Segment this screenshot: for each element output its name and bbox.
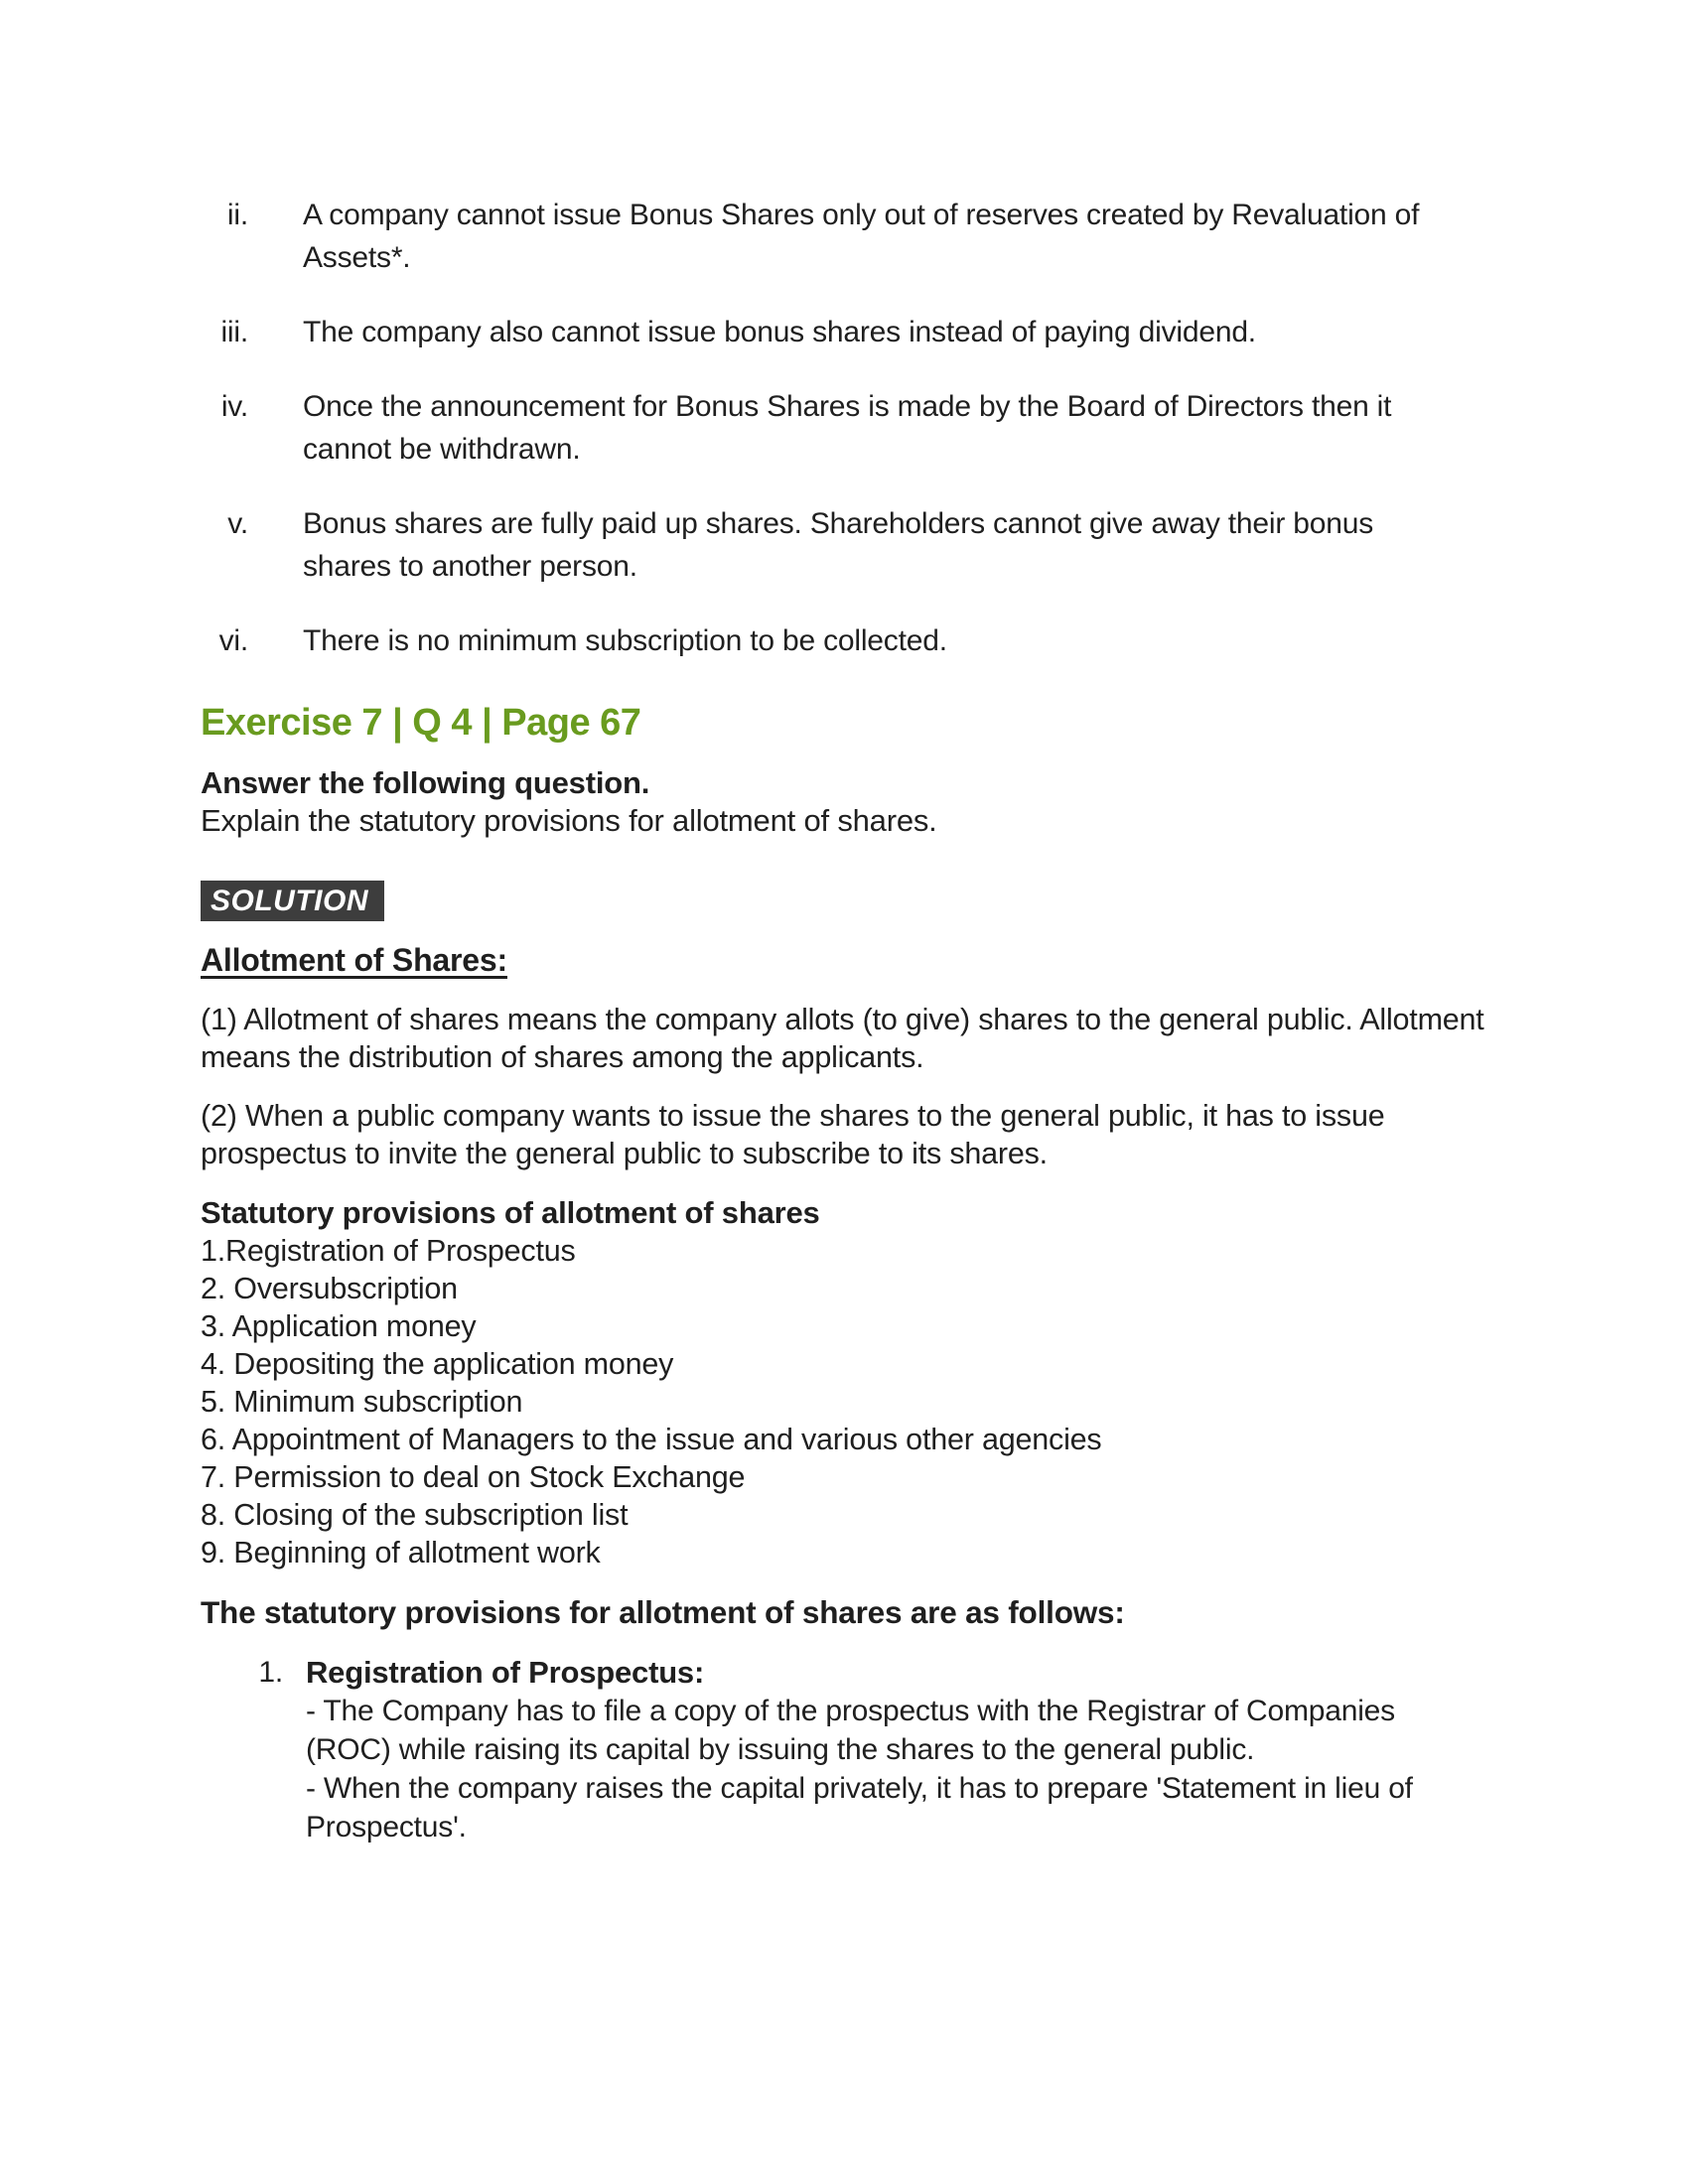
solution-badge: SOLUTION bbox=[201, 881, 384, 921]
follows-heading: The statutory provisions for allotment of shares are as follows: bbox=[201, 1594, 1125, 1630]
list-item-text: A company cannot issue Bonus Shares only out of reserves created by Revaluation of Assets*. bbox=[303, 199, 1420, 274]
list-marker: v. bbox=[227, 507, 248, 540]
provision-number: 1. bbox=[258, 1656, 283, 1689]
list-item bbox=[156, 311, 1688, 353]
solution-heading: Allotment of Shares: bbox=[201, 942, 507, 978]
list-marker: ii. bbox=[226, 199, 248, 231]
list-item-text: Bonus shares are fully paid up shares. Shareholders cannot give away their bonus shares to another person. bbox=[303, 507, 1373, 583]
list-item-text: Once the announcement for Bonus Shares is made by the Board of Directors then it cannot be withdrawn. bbox=[303, 390, 1392, 466]
list-marker: vi. bbox=[218, 624, 248, 657]
provision-item bbox=[201, 1653, 1688, 1846]
statutory-provisions-list bbox=[201, 1194, 1688, 1571]
solution-paragraph: (2) When a public company wants to issue the shares to the general public, it has to issue prospectus to invite the general public to subscribe to its shares. bbox=[201, 1099, 1385, 1170]
question-block bbox=[201, 764, 1688, 840]
question-solution-section bbox=[201, 700, 1688, 1846]
statutory-list-item: 1.Registration of Prospectus bbox=[201, 1234, 576, 1268]
statutory-list-item: 4. Depositing the application money bbox=[201, 1347, 674, 1381]
statutory-list-item: 8. Closing of the subscription list bbox=[201, 1498, 629, 1532]
bonus-shares-limitations-list bbox=[156, 194, 1688, 662]
solution-paragraph: (1) Allotment of shares means the company allots (to give) shares to the general public. Allotment means the distribution of shares among the applicants. bbox=[201, 1003, 1484, 1074]
question-text: Explain the statutory provisions for allotment of shares. bbox=[201, 803, 937, 838]
list-marker: iii. bbox=[220, 316, 248, 348]
statutory-list-item: 3. Application money bbox=[201, 1309, 477, 1343]
statutory-list-item: 2. Oversubscription bbox=[201, 1272, 458, 1305]
list-item-text: There is no minimum subscription to be collected. bbox=[303, 624, 947, 657]
provision-detail: - When the company raises the capital privately, it has to prepare 'Statement in lieu of Prospectus'. bbox=[306, 1772, 1413, 1843]
list-item bbox=[156, 502, 1688, 588]
list-item bbox=[156, 194, 1688, 279]
statutory-list-item: 5. Minimum subscription bbox=[201, 1385, 523, 1419]
provision-detail: - The Company has to file a copy of the prospectus with the Registrar of Companies (ROC) while raising its capital by issuing the shares to the general public. bbox=[306, 1695, 1395, 1766]
list-item bbox=[156, 619, 1688, 662]
statutory-list-item: 7. Permission to deal on Stock Exchange bbox=[201, 1460, 746, 1494]
statutory-list-item: 9. Beginning of allotment work bbox=[201, 1536, 601, 1570]
statutory-provisions-heading: Statutory provisions of allotment of shares bbox=[201, 1195, 820, 1230]
provision-title: Registration of Prospectus: bbox=[306, 1655, 705, 1690]
list-marker: iv. bbox=[220, 390, 248, 423]
list-item-text: The company also cannot issue bonus shares instead of paying dividend. bbox=[303, 316, 1256, 348]
list-item bbox=[156, 385, 1688, 471]
exercise-breadcrumb[interactable]: Exercise 7 | Q 4 | Page 67 bbox=[201, 702, 641, 744]
provision-body bbox=[306, 1653, 1453, 1846]
statutory-list-item: 6. Appointment of Managers to the issue and various other agencies bbox=[201, 1423, 1102, 1456]
question-heading: Answer the following question. bbox=[201, 765, 650, 800]
